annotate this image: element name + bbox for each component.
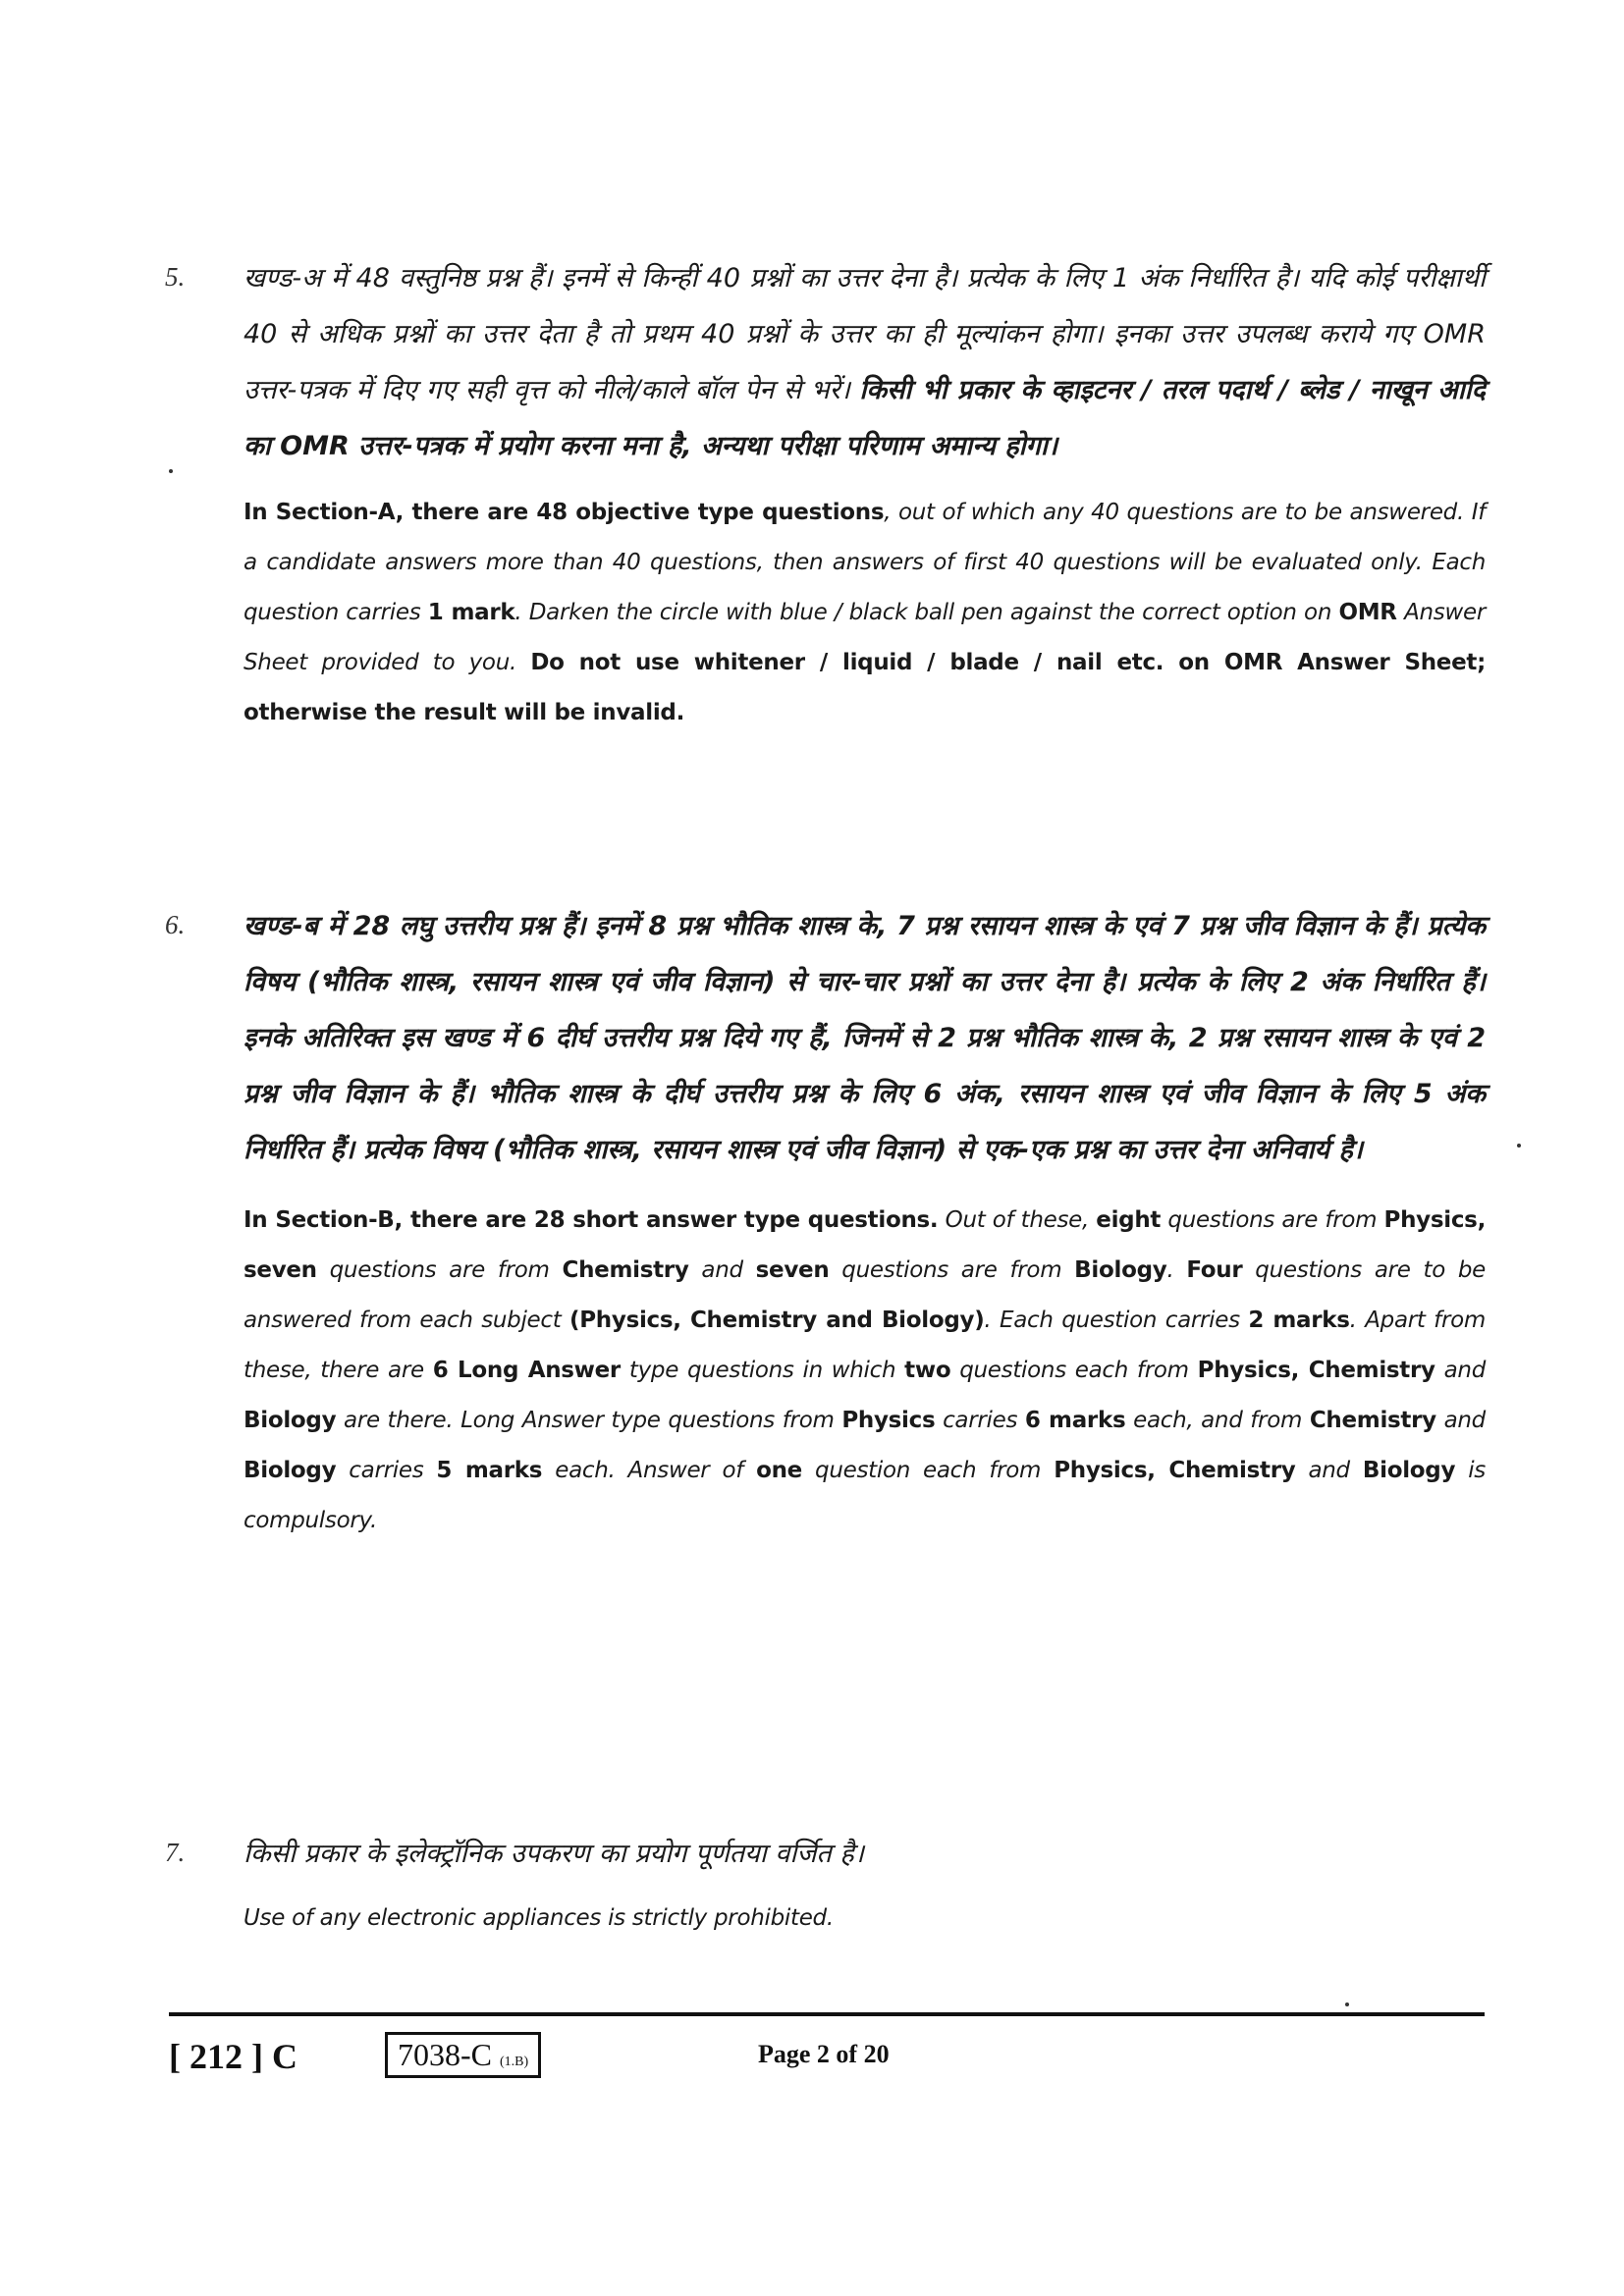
english-text: Out of these, xyxy=(938,1207,1097,1233)
paper-code: 7038-C xyxy=(398,2037,492,2072)
english-text: question each from xyxy=(801,1458,1055,1483)
english-bold: In Section-A, there are 48 objective type questions xyxy=(244,500,885,525)
english-bold: Physics, Chemistry xyxy=(1054,1458,1296,1483)
english-bold: Biology xyxy=(244,1408,337,1433)
scan-speck xyxy=(169,469,173,473)
scan-speck xyxy=(1345,2002,1349,2006)
english-text: and xyxy=(688,1257,756,1283)
paper-code-box xyxy=(385,2032,541,2078)
english-bold: 6 Long Answer xyxy=(432,1358,621,1383)
english-text: are there. Long Answer type questions from xyxy=(336,1408,842,1433)
english-bold: eight xyxy=(1096,1207,1162,1233)
english-bold: (Physics, Chemistry and Biology) xyxy=(569,1308,985,1333)
english-text: . Apart from these, there are xyxy=(244,1308,1487,1383)
instruction-number: 5. xyxy=(165,262,186,292)
english-text: and xyxy=(1435,1358,1487,1383)
english-text: questions are from xyxy=(829,1257,1075,1283)
instruction-hindi xyxy=(244,250,1486,474)
instruction-6 xyxy=(165,898,1486,1546)
english-bold: Physics, seven xyxy=(244,1207,1487,1283)
english-text: each. Answer of xyxy=(542,1458,757,1483)
instruction-7 xyxy=(165,1826,1486,1944)
instruction-english xyxy=(244,488,1486,738)
footer-divider xyxy=(169,2012,1485,2016)
english-text: carries xyxy=(935,1408,1025,1433)
instruction-hindi: किसी प्रकार के इलेक्ट्रॉनिक उपकरण का प्रयोग पूर्णतया वर्जित है। xyxy=(244,1839,864,1869)
english-bold: Physics xyxy=(841,1408,936,1433)
scan-speck xyxy=(1517,1144,1521,1148)
english-bold: OMR xyxy=(1338,600,1397,625)
english-bold: Biology xyxy=(1362,1458,1456,1483)
page-number: Page 2 of 20 xyxy=(758,2040,890,2068)
english-bold: two xyxy=(904,1358,951,1383)
english-text: questions are from xyxy=(316,1257,563,1283)
english-bold: 2 marks xyxy=(1248,1308,1350,1333)
english-text: Answer Sheet provided to you. xyxy=(244,600,1486,675)
english-bold: Biology xyxy=(1074,1257,1167,1283)
paper-code-suffix: (1.B) xyxy=(500,2055,529,2069)
instruction-english: Use of any electronic appliances is strictly prohibited. xyxy=(244,1905,834,1931)
english-text: is compulsory. xyxy=(244,1458,1486,1533)
english-text: and xyxy=(1435,1408,1486,1433)
english-bold: Chemistry xyxy=(1309,1408,1436,1433)
english-text: questions are from xyxy=(1161,1207,1384,1233)
instruction-number: 6. xyxy=(165,910,186,939)
english-text: . Each question carries xyxy=(984,1308,1249,1333)
instruction-number: 7. xyxy=(165,1838,186,1867)
english-bold: Four xyxy=(1186,1257,1243,1283)
instruction-5 xyxy=(165,250,1486,738)
english-text: each, and from xyxy=(1125,1408,1310,1433)
instruction-english xyxy=(244,1196,1486,1546)
english-text: . xyxy=(1166,1257,1187,1283)
hindi-bold-warning: किसी भी प्रकार के व्हाइटनर / तरल पदार्थ / ब्लेड / नाखून आदि का OMR उत्तर-पत्रक में प्रयोग करना मना है, अन्यथा परीक्षा परिणाम अमान्य होगा। xyxy=(244,375,1486,461)
english-bold: seven xyxy=(755,1257,830,1283)
instruction-hindi: खण्ड-ब में 28 लघु उत्तरीय प्रश्न हैं। इनमें 8 प्रश्न भौतिक शास्त्र के, 7 प्रश्न रसायन शास्त्र के एवं 7 प्रश्न जीव विज्ञान के हैं। प्रत्येक विषय (भौतिक शास्त्र, रसायन शास्त्र एवं जीव विज्ञान) से चार-चार प्रश्नों का उत्तर देना है। प्रत्येक के लिए 2 अंक निर्धारित हैं। इनके अतिरिक्त इस खण्ड में 6 दीर्घ उत्तरीय प्रश्न दिये गए हैं, जिनमें से 2 प्रश्न भौतिक शास्त्र के, 2 प्रश्न रसायन शास्त्र के एवं 2 प्रश्न जीव विज्ञान के हैं। भौतिक शास्त्र के दीर्घ उत्तरीय प्रश्न के लिए 6 अंक, रसायन शास्त्र एवं जीव विज्ञान के लिए 5 अंक निर्धारित हैं। प्रत्येक विषय (भौतिक शास्त्र, रसायन शास्त्र एवं जीव विज्ञान) से एक-एक प्रश्न का उत्तर देना अनिवार्य है। xyxy=(244,911,1486,1165)
english-text: questions each from xyxy=(950,1358,1198,1383)
exam-code: [ 212 ] C xyxy=(169,2037,298,2076)
english-bold: 6 marks xyxy=(1024,1408,1126,1433)
english-bold: one xyxy=(756,1458,802,1483)
english-text: , out of which any 40 questions are to be answered. If a candidate answers more than 40 questions, then answers of first 40 questions will be evaluated only. Each question carries xyxy=(244,500,1486,625)
english-bold: In Section-B, there are 28 short answer type questions. xyxy=(244,1207,939,1233)
english-bold: Biology xyxy=(244,1458,337,1483)
english-text: carries xyxy=(336,1458,437,1483)
english-bold-warning: Do not use whitener / liquid / blade / nail etc. on OMR Answer Sheet; otherwise the result will be invalid. xyxy=(244,650,1486,725)
english-text: type questions in which xyxy=(620,1358,905,1383)
english-text: . Darken the circle with blue / black ball pen against the correct option on xyxy=(514,600,1339,625)
english-bold: Physics, Chemistry xyxy=(1197,1358,1435,1383)
english-text: and xyxy=(1295,1458,1363,1483)
english-bold: 1 mark xyxy=(427,600,515,625)
page-footer xyxy=(169,2032,1485,2081)
english-bold: 5 marks xyxy=(436,1458,543,1483)
english-text: questions are to be answered from each subject xyxy=(244,1257,1486,1333)
hindi-text: खण्ड-अ में 48 वस्तुनिष्ठ प्रश्न हैं। इनमें से किन्हीं 40 प्रश्नों का उत्तर देना है। प्रत्येक के लिए 1 अंक निर्धारित है। यदि कोई परीक्षार्थी 40 से अधिक प्रश्नों का उत्तर देता है तो प्रथम 40 प्रश्नों के उत्तर का ही मूल्यांकन होगा। इनका उत्तर उपलब्ध कराये गए OMR उत्तर-पत्रक में दिए गए सही वृत्त को नीले/काले बॉल पेन से भरें। xyxy=(244,263,1486,405)
english-bold: Chemistry xyxy=(562,1257,689,1283)
